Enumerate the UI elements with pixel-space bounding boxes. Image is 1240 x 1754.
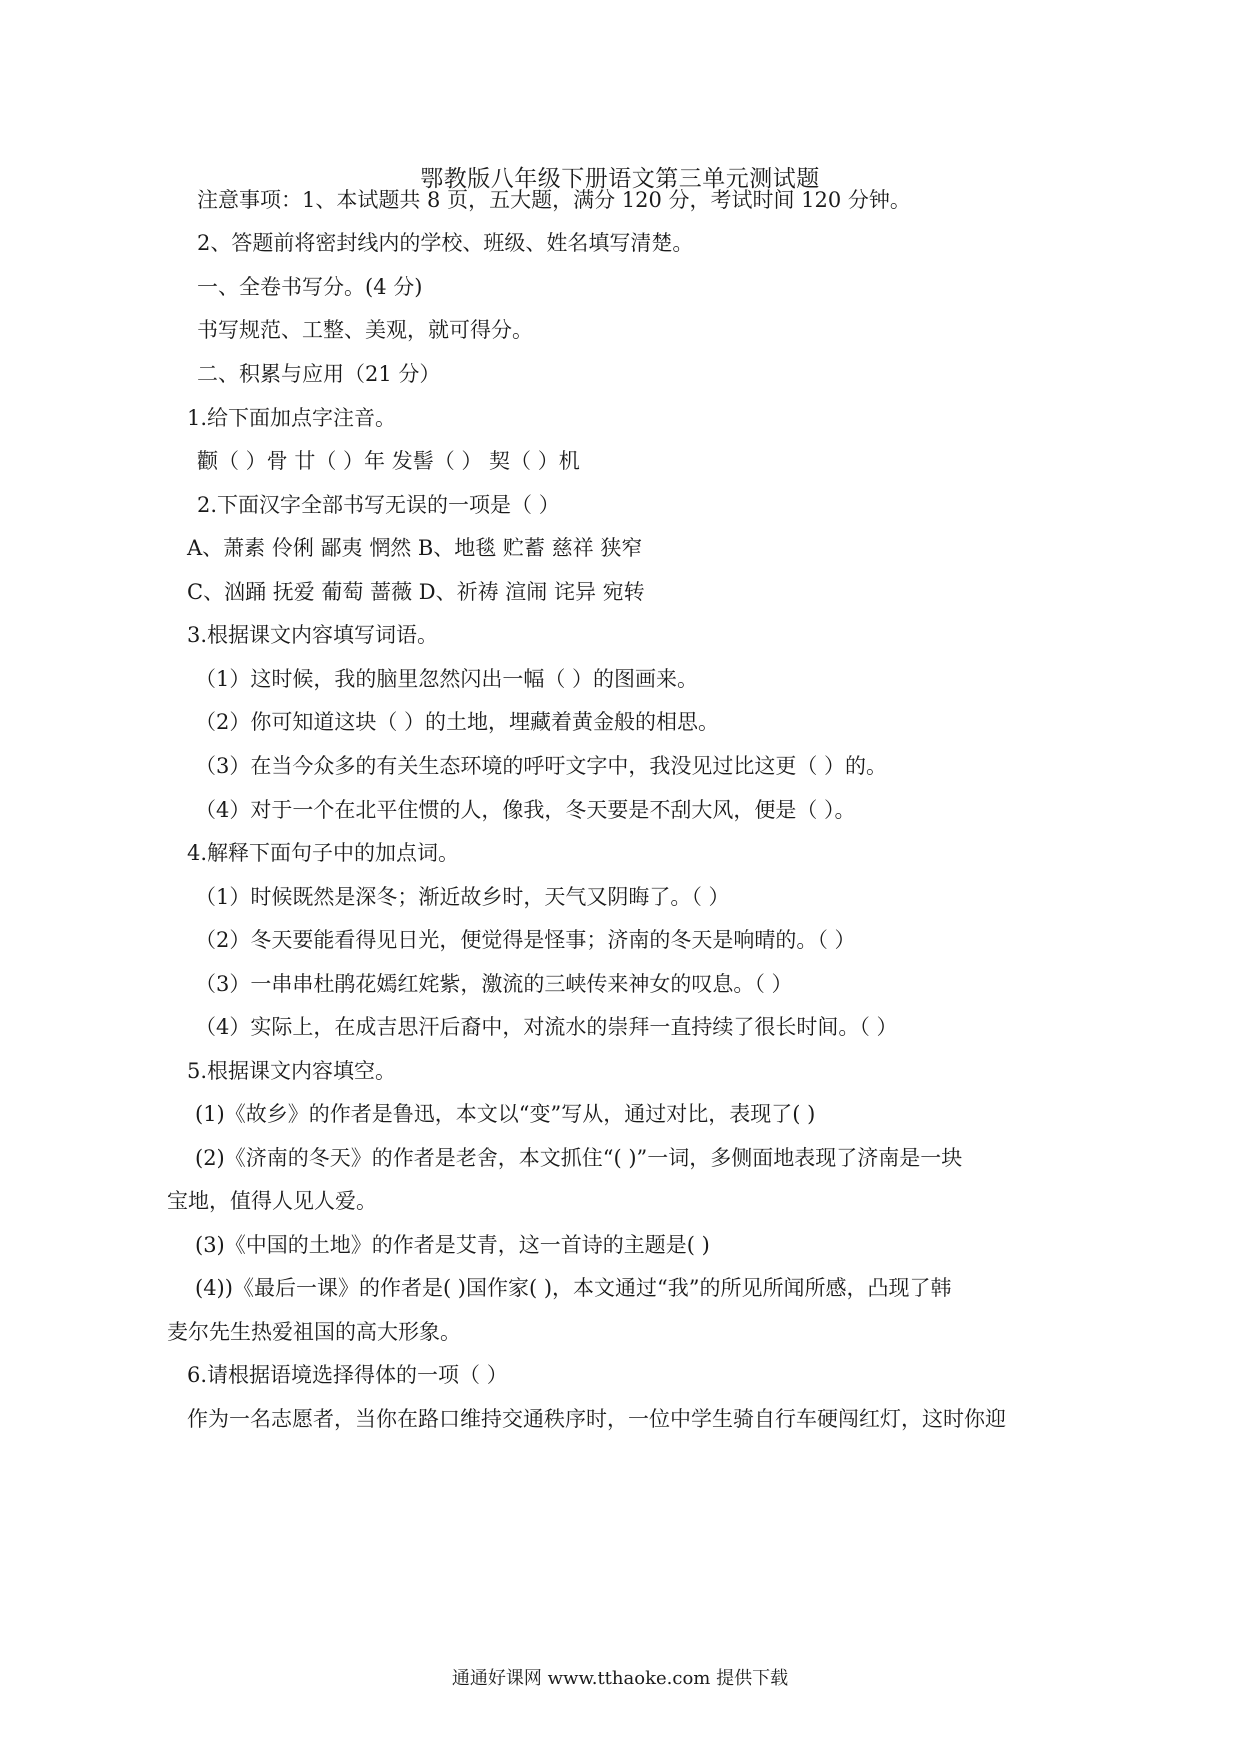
question-4-stem: 4.解释下面句子中的加点词。 <box>187 841 460 865</box>
question-4-item: （3）一串串杜鹃花嫣红姹紫，激流的三峡传来神女的叹息。（ ） <box>195 972 793 996</box>
question-4-item: （1）时候既然是深冬；渐近故乡时，天气又阴晦了。（ ） <box>195 885 730 909</box>
question-3-item: （3）在当今众多的有关生态环境的呼吁文字中，我没见过比这更（ ）的。 <box>195 754 888 778</box>
question-4-item: （4）实际上，在成吉思汗后裔中，对流水的崇拜一直持续了很长时间。（ ） <box>195 1015 898 1039</box>
question-2-options-cd: C、汹踊 抚爱 葡萄 蔷薇 D、祈祷 渲闹 诧异 宛转 <box>187 580 645 604</box>
question-6-stem: 6.请根据语境选择得体的一项（ ） <box>187 1363 508 1387</box>
page-title: 鄂教版八年级下册语文第三单元测试题 <box>420 166 820 192</box>
question-3-item: （1）这时候，我的脑里忽然闪出一幅（ ）的图画来。 <box>195 667 699 691</box>
notes-line-2: 2、答题前将密封线内的学校、班级、姓名填写清楚。 <box>197 231 694 255</box>
question-5-item-4-continued: 麦尔先生热爱祖国的高大形象。 <box>167 1320 461 1344</box>
question-1-stem: 1.给下面加点字注音。 <box>187 406 397 430</box>
notes-line-1: 注意事项：1、本试题共 8 页，五大题，满分 120 分，考试时间 120 分钟。 <box>197 188 911 212</box>
question-1-items: 颧（ ）骨 廿（ ）年 发髻（ ） 契（ ）机 <box>197 449 580 473</box>
question-5-stem: 5.根据课文内容填空。 <box>187 1059 397 1083</box>
section-1-heading: 一、全卷书写分。(4 分) <box>197 275 423 299</box>
question-6-text: 作为一名志愿者，当你在路口维持交通秩序时，一位中学生骑自行车硬闯红灯，这时你迎 <box>187 1407 1006 1431</box>
question-3-stem: 3.根据课文内容填写词语。 <box>187 623 439 647</box>
question-2-stem: 2.下面汉字全部书写无误的一项是（ ） <box>197 493 560 517</box>
question-3-item: （4）对于一个在北平住惯的人，像我，冬天要是不刮大风，便是（ ）。 <box>195 798 856 822</box>
question-5-item-4: (4))《最后一课》的作者是( )国作家( )，本文通过“我”的所见所闻所感，凸现了韩 <box>195 1276 952 1300</box>
question-3-item: （2）你可知道这块（ ）的土地，埋藏着黄金般的相思。 <box>195 710 720 734</box>
question-5-item-3: (3)《中国的土地》的作者是艾青，这一首诗的主题是( ) <box>195 1233 710 1257</box>
question-4-item: （2）冬天要能看得见日光，便觉得是怪事；济南的冬天是响晴的。（ ） <box>195 928 856 952</box>
question-5-item-1: (1)《故乡》的作者是鲁迅，本文以“变”写从，通过对比，表现了( ) <box>195 1102 816 1126</box>
question-2-options-ab: A、萧素 伶俐 鄙夷 惘然 B、地毯 贮蓄 慈祥 狭窄 <box>187 536 643 560</box>
question-5-item-2-continued: 宝地，值得人见人爱。 <box>167 1189 377 1213</box>
section-2-heading: 二、积累与应用（21 分） <box>197 362 441 386</box>
question-5-item-2: (2)《济南的冬天》的作者是老舍，本文抓住“( )”一词，多侧面地表现了济南是一块 <box>195 1146 963 1170</box>
section-1-text: 书写规范、工整、美观，就可得分。 <box>197 318 533 342</box>
footer-source: 通通好课网 www.tthaoke.com 提供下载 <box>451 1668 789 1689</box>
